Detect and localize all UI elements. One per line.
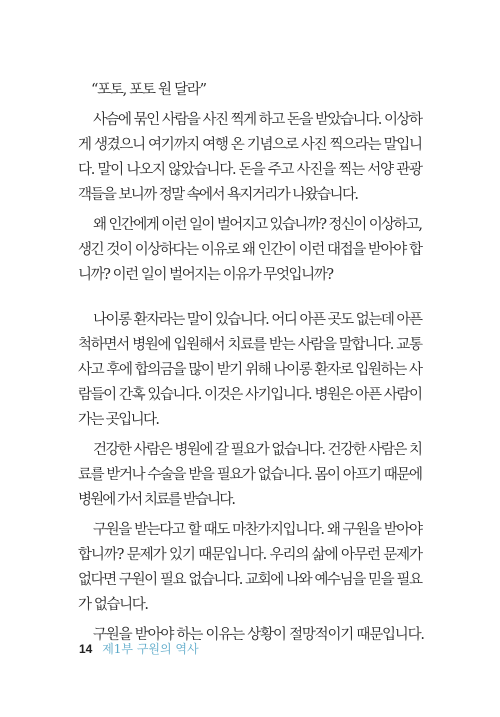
text-line-content: 왜 인간에게 이런 일이 벌어지고 있습니까? 정신이 이상하고, [93, 217, 422, 233]
page-number: 14 [79, 642, 93, 656]
text-line-content: 사고 후에 합의금을 많이 받기 위해 나이롱 환자로 입원하는 사 [78, 362, 422, 378]
text-line-content: “포토, 포토 원 달라” [91, 82, 206, 98]
text-line [78, 410, 500, 430]
text-line [78, 240, 500, 260]
text-line [93, 310, 500, 330]
running-title: 제1부 구원의 역사 [102, 642, 199, 656]
text-line-content: 사슴에 묶인 사람을 사진 찍게 하고 돈을 받았습니다. 이상하 [93, 112, 422, 128]
text-line-content: 생긴 것이 이상하다는 이유로 왜 인간이 이런 대접을 받아야 합 [78, 242, 422, 258]
text-line-content: 료를 받거나 수술을 받을 필요가 없습니다. 몸이 아프기 때문에 [78, 467, 422, 483]
text-line [93, 440, 500, 460]
text-line [78, 545, 500, 565]
text-line [78, 490, 500, 510]
text-line [78, 335, 500, 355]
text-line-content: 건강한 사람은 병원에 갈 필요가 없습니다. 건강한 사람은 치 [93, 442, 422, 458]
text-line [78, 135, 500, 155]
text-line-content: 가 없습니다. [78, 597, 148, 613]
text-line-content: 구원을 받아야 하는 이유는 상황이 절망적이기 때문입니다. [93, 627, 424, 643]
page-footer [79, 641, 199, 657]
text-line-content: 합니까? 문제가 있기 때문입니다. 우리의 삶에 아무런 문제가 [78, 547, 422, 563]
text-line-content: 없다면 구원이 필요 없습니다. 교회에 나와 예수님을 믿을 필요 [78, 572, 422, 588]
text-line [78, 595, 500, 615]
text-line-content: 다. 말이 나오지 않았습니다. 돈을 주고 사진을 찍는 서양 관광 [78, 162, 422, 178]
text-line [78, 185, 500, 205]
text-line [78, 360, 500, 380]
text-line-content: 람들이 간혹 있습니다. 이것은 사기입니다. 병원은 아픈 사람이 [78, 387, 422, 403]
text-line-content: 객들을 보니까 정말 속에서 욕지거리가 나왔습니다. [78, 187, 358, 203]
text-line-content: 게 생겼으니 여기까지 여행 온 기념으로 사진 찍으라는 말입니 [78, 137, 422, 153]
text-line-content: 병원에 가서 치료를 받습니다. [78, 492, 235, 508]
text-line-content: 척하면서 병원에 입원해서 치료를 받는 사람을 말합니다. 교통 [78, 337, 422, 353]
text-line [78, 385, 500, 405]
text-line-content: 니까? 이런 일이 벌어지는 이유가 무엇입니까? [78, 267, 333, 283]
text-line [93, 110, 500, 130]
text-line [93, 215, 500, 235]
text-line [78, 265, 500, 285]
text-line-content: 나이롱 환자라는 말이 있습니다. 어디 아픈 곳도 없는데 아픈 [93, 312, 422, 328]
text-line [78, 160, 500, 180]
text-line [93, 520, 500, 540]
text-line-content: 가는 곳입니다. [78, 412, 159, 428]
text-line [91, 80, 500, 100]
text-line [78, 465, 500, 485]
text-line [78, 570, 500, 590]
text-line-content: 구원을 받는다고 할 때도 마찬가지입니다. 왜 구원을 받아야 [93, 522, 422, 538]
